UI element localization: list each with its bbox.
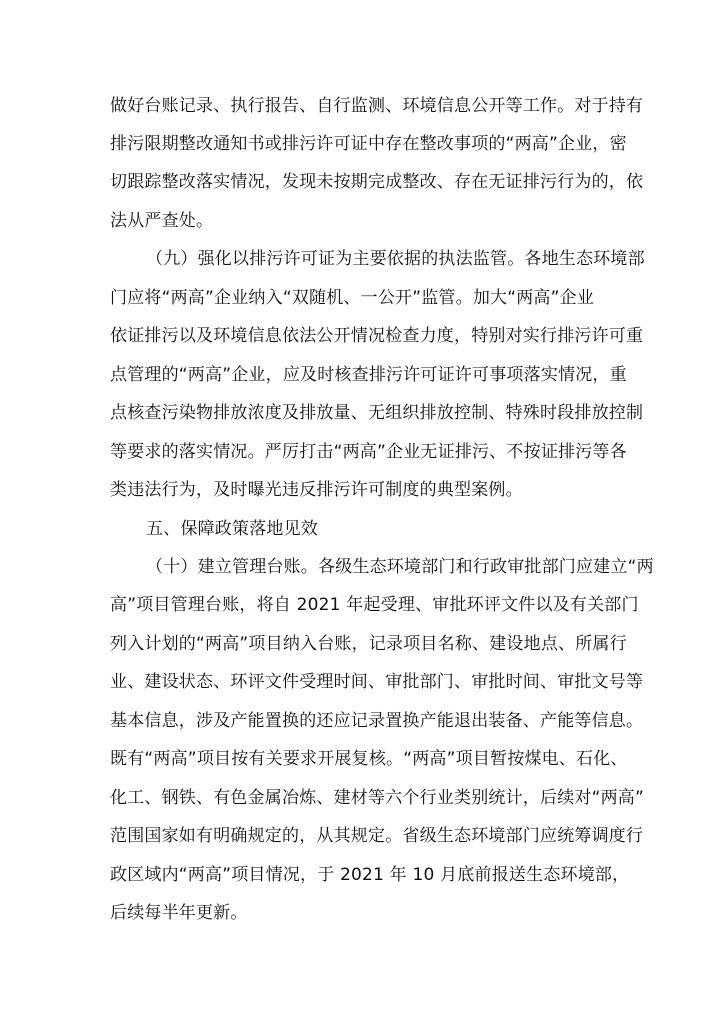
text-line: 点管理的“两高”企业，应及时核查排污许可证许可事项落实情况，重 [110,365,627,385]
text-line: 既有“两高”项目按有关要求开展复核。“两高”项目暂按煤电、石化、 [110,749,628,769]
text-line: 化工、钢铁、有色金属冶炼、建材等六个行业类别统计，后续对“两高” [110,788,645,808]
text-line: 门应将“两高”企业纳入“双随机、一公开”监管。加大“两高”企业 [110,288,595,308]
section-five-heading: 五、保障政策落地见效 [146,519,318,539]
text-line: 后续每半年更新。 [110,903,248,923]
text-line: 列入计划的“两高”项目纳入台账，记录项目名称、建设地点、所属行 [110,634,627,654]
section-9-heading-line: （九）强化以排污许可证为主要依据的执法监管。各地生态环境部 [146,249,645,269]
text-line: 业、建设状态、环评文件受理时间、审批部门、审批时间、审批文号等 [110,672,644,692]
text-line: 范围国家如有明确规定的，从其规定。省级生态环境部门应统筹调度行 [110,826,644,846]
text-line: 基本信息，涉及产能置换的还应记录置换产能退出装备、产能等信息。 [110,711,644,731]
text-line: 排污限期整改通知书或排污许可证中存在整改事项的“两高”企业，密 [110,134,627,154]
text-line: 切跟踪整改落实情况，发现未按期完成整改、存在无证排污行为的，依 [110,172,644,192]
text-line: 依证排污以及环境信息依法公开情况检查力度，特别对实行排污许可重 [110,326,644,346]
text-line: 点核查污染物排放浓度及排放量、无组织排放控制、特殊时段排放控制 [110,403,644,423]
text-line: 做好台账记录、执行报告、自行监测、环境信息公开等工作。对于持有 [110,96,644,116]
text-line: 法从严查处。 [110,211,214,231]
text-line: 高”项目管理台账，将自 2021 年起受理、审批环评文件以及有关部门 [110,595,639,615]
text-line: 等要求的落实情况。严厉打击“两高”企业无证排污、不按证排污等各 [110,442,627,462]
text-line: 政区域内“两高”项目情况，于 2021 年 10 月底前报送生态环境部， [110,865,630,885]
text-line: 类违法行为，及时曝光违反排污许可制度的典型案例。 [110,480,523,500]
section-10-heading-line: （十）建立管理台账。各级生态环境部门和行政审批部门应建立“两 [146,557,654,577]
